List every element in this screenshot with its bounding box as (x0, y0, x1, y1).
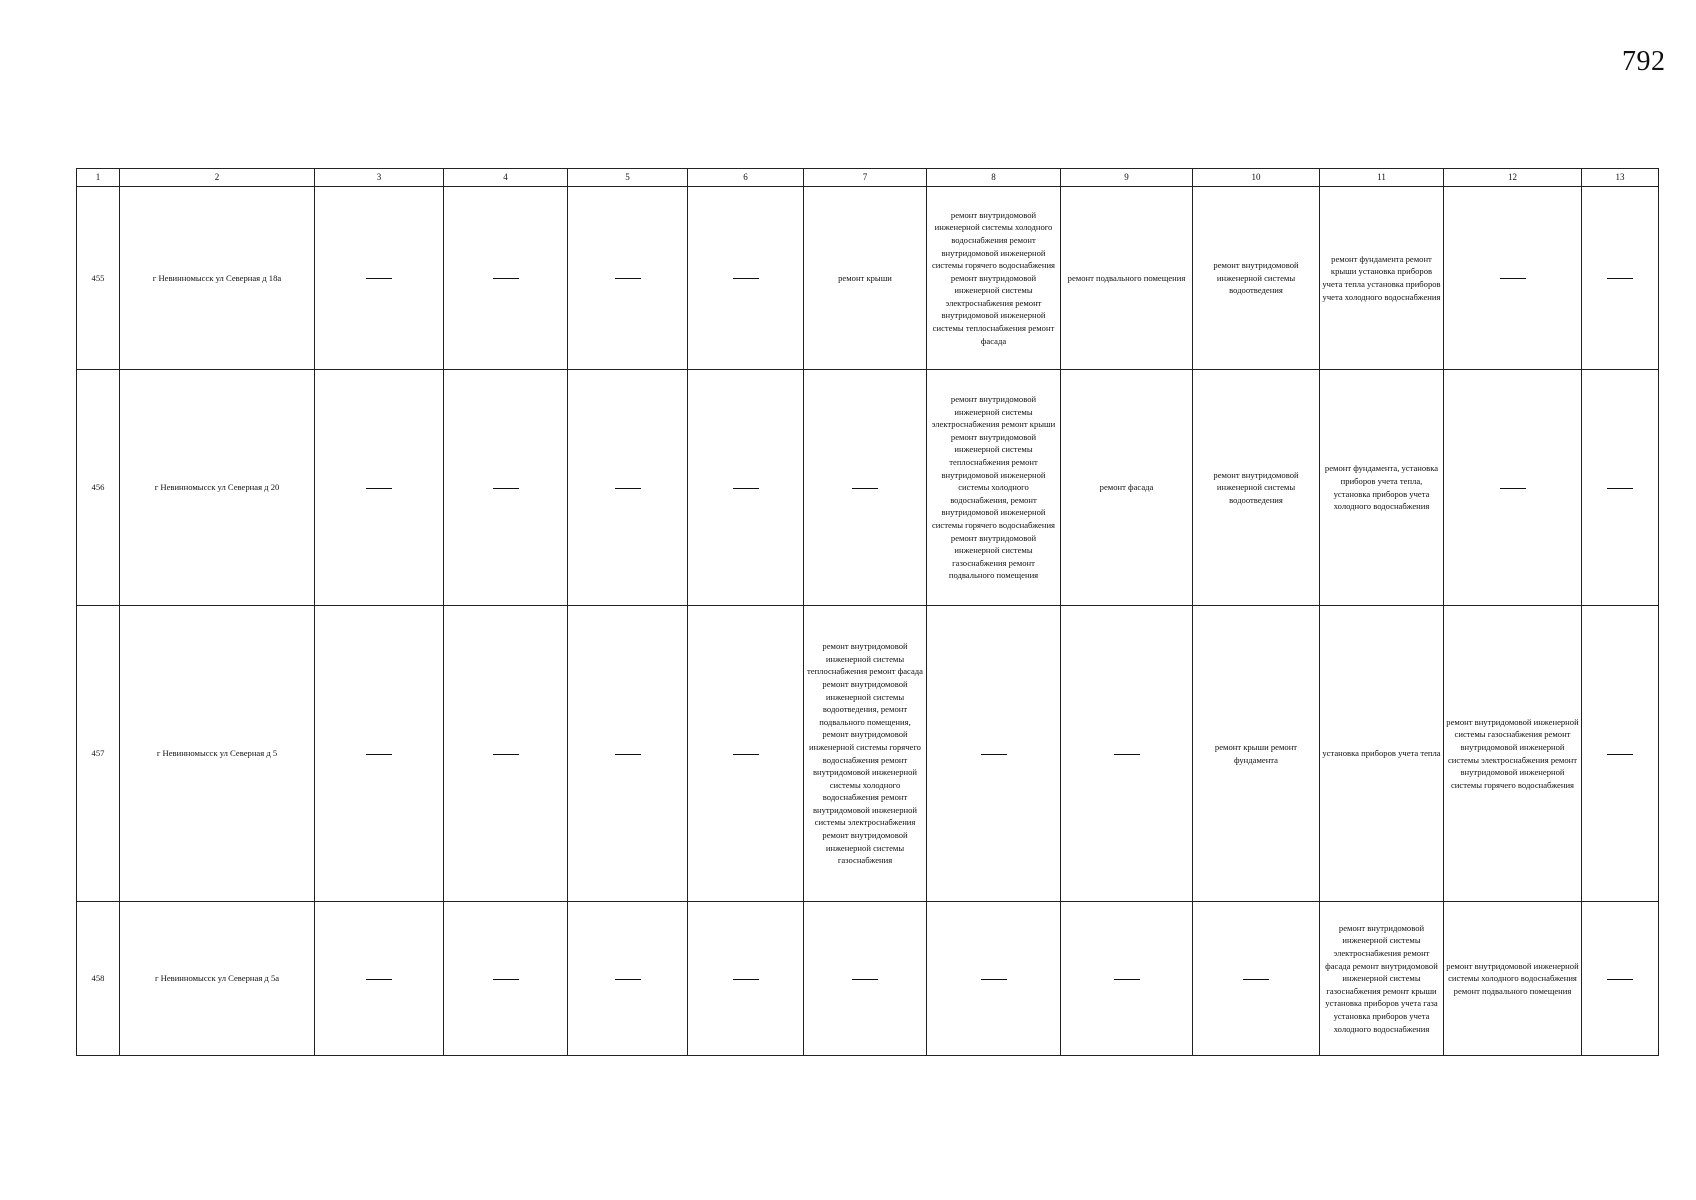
empty-cell (1582, 370, 1659, 606)
address-cell: г Невинномысск ул Северная д 5а (120, 902, 315, 1056)
work-cell: ремонт внутридомовой инженерной системы теплоснабжения ремонт фасада ремонт внутридомовой инженерной системы водоотведения, ремонт подвального помещения, ремонт внутридомовой инженерной системы горячего водоснабжения ремонт внутридомовой инженерной системы холодного водоснабжения ремонт внутридомовой инженерной системы электроснабжения ремонт внутридомовой инженерной системы газоснабжения (804, 606, 927, 902)
row-number: 456 (77, 370, 120, 606)
empty-cell (1444, 187, 1582, 370)
column-header: 6 (688, 169, 804, 187)
dash-mark (981, 754, 1007, 755)
dash-mark (733, 754, 759, 755)
dash-mark (1607, 754, 1633, 755)
address-cell: г Невинномысск ул Северная д 5 (120, 606, 315, 902)
column-header: 2 (120, 169, 315, 187)
empty-cell (927, 606, 1061, 902)
row-number: 457 (77, 606, 120, 902)
dash-mark (1243, 979, 1269, 980)
work-cell: ремонт фундамента ремонт крыши установка приборов учета тепла установка приборов учета холодного водоснабжения (1320, 187, 1444, 370)
dash-mark (615, 278, 641, 279)
page-number: 792 (1622, 46, 1666, 77)
dash-mark (615, 754, 641, 755)
empty-cell (1193, 902, 1320, 1056)
work-cell: ремонт фундамента, установка приборов учета тепла, установка приборов учета холодного водоснабжения (1320, 370, 1444, 606)
dash-mark (852, 488, 878, 489)
dash-mark (1114, 754, 1140, 755)
dash-mark (1607, 488, 1633, 489)
column-header: 9 (1061, 169, 1193, 187)
work-cell: ремонт внутридомовой инженерной системы газоснабжения ремонт внутридомовой инженерной системы электроснабжения ремонт внутридомовой инженерной системы горячего водоснабжения (1444, 606, 1582, 902)
empty-cell (1061, 902, 1193, 1056)
table-row (77, 902, 1659, 1056)
work-cell: ремонт фасада (1061, 370, 1193, 606)
empty-cell (315, 902, 444, 1056)
column-header: 7 (804, 169, 927, 187)
work-cell: ремонт крыши ремонт фундамента (1193, 606, 1320, 902)
empty-cell (1061, 606, 1193, 902)
work-cell: ремонт крыши (804, 187, 927, 370)
empty-cell (568, 370, 688, 606)
dash-mark (1607, 278, 1633, 279)
dash-mark (733, 488, 759, 489)
column-header: 8 (927, 169, 1061, 187)
empty-cell (444, 606, 568, 902)
empty-cell (688, 187, 804, 370)
repair-schedule-table (76, 168, 1659, 1056)
column-header: 12 (1444, 169, 1582, 187)
dash-mark (493, 488, 519, 489)
work-cell: ремонт внутридомовой инженерной системы электроснабжения ремонт фасада ремонт внутридомовой инженерной системы газоснабжения ремонт крыши установка приборов учета газа установка приборов учета холодного водоснабжения (1320, 902, 1444, 1056)
empty-cell (444, 902, 568, 1056)
dash-mark (493, 754, 519, 755)
dash-mark (366, 979, 392, 980)
dash-mark (493, 278, 519, 279)
dash-mark (366, 278, 392, 279)
address-cell: г Невинномысск ул Северная д 20 (120, 370, 315, 606)
empty-cell (444, 187, 568, 370)
row-number: 455 (77, 187, 120, 370)
address-cell: г Невинномысск ул Северная д 18а (120, 187, 315, 370)
empty-cell (568, 606, 688, 902)
empty-cell (688, 606, 804, 902)
empty-cell (315, 370, 444, 606)
row-number: 458 (77, 902, 120, 1056)
empty-cell (804, 370, 927, 606)
table-row (77, 606, 1659, 902)
column-header: 13 (1582, 169, 1659, 187)
empty-cell (568, 902, 688, 1056)
empty-cell (315, 606, 444, 902)
dash-mark (1607, 979, 1633, 980)
column-header: 5 (568, 169, 688, 187)
dash-mark (493, 979, 519, 980)
empty-cell (1582, 902, 1659, 1056)
table-row (77, 187, 1659, 370)
dash-mark (1500, 488, 1526, 489)
column-header: 3 (315, 169, 444, 187)
column-number-row (77, 169, 1659, 187)
work-cell: ремонт внутридомовой инженерной системы водоотведения (1193, 370, 1320, 606)
column-header: 11 (1320, 169, 1444, 187)
dash-mark (615, 488, 641, 489)
work-cell: ремонт подвального помещения (1061, 187, 1193, 370)
dash-mark (1500, 278, 1526, 279)
work-cell: установка приборов учета тепла (1320, 606, 1444, 902)
work-cell: ремонт внутридомовой инженерной системы холодного водоснабжения ремонт внутридомовой инженерной системы горячего водоснабжения ремонт внутридомовой инженерной системы электроснабжения ремонт внутридомовой инженерной системы теплоснабжения ремонт фасада (927, 187, 1061, 370)
dash-mark (1114, 979, 1140, 980)
empty-cell (1582, 187, 1659, 370)
work-cell: ремонт внутридомовой инженерной системы электроснабжения ремонт крыши ремонт внутридомовой инженерной системы теплоснабжения ремонт внутридомовой инженерной системы холодного водоснабжения, ремонт внутридомовой инженерной системы горячего водоснабжения ремонт внутридомовой инженерной системы газоснабжения ремонт подвального помещения (927, 370, 1061, 606)
empty-cell (688, 902, 804, 1056)
dash-mark (981, 979, 1007, 980)
column-header: 4 (444, 169, 568, 187)
column-header: 1 (77, 169, 120, 187)
dash-mark (733, 278, 759, 279)
table-row (77, 370, 1659, 606)
work-cell: ремонт внутридомовой инженерной системы водоотведения (1193, 187, 1320, 370)
empty-cell (688, 370, 804, 606)
empty-cell (927, 902, 1061, 1056)
empty-cell (1444, 370, 1582, 606)
column-header: 10 (1193, 169, 1320, 187)
empty-cell (444, 370, 568, 606)
dash-mark (366, 488, 392, 489)
work-cell: ремонт внутридомовой инженерной системы холодного водоснабжения ремонт подвального помещения (1444, 902, 1582, 1056)
dash-mark (366, 754, 392, 755)
empty-cell (568, 187, 688, 370)
dash-mark (615, 979, 641, 980)
dash-mark (733, 979, 759, 980)
dash-mark (852, 979, 878, 980)
empty-cell (1582, 606, 1659, 902)
empty-cell (804, 902, 927, 1056)
empty-cell (315, 187, 444, 370)
